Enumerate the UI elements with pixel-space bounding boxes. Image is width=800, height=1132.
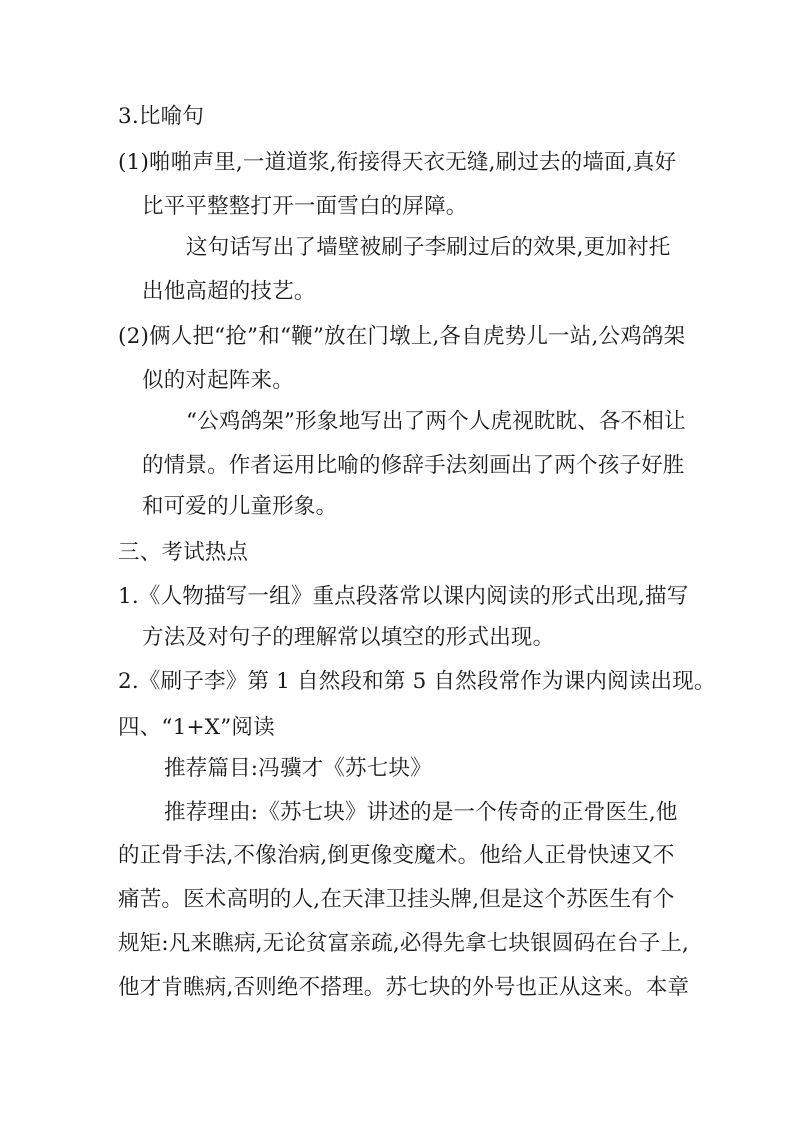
recommend-title: 推荐篇目:冯骥才《苏七块》 <box>164 756 432 781</box>
section-heading-reading: 四、“1+X”阅读 <box>118 715 275 740</box>
section-heading-exam: 三、考试热点 <box>118 540 249 565</box>
metaphor-item-1-line-2: 比平平整整打开一面雪白的屏障。 <box>142 194 468 219</box>
recommend-reason-line-2: 的正骨手法,不像治病,倒更像变魔术。他给人正骨快速又不 <box>118 843 675 868</box>
recommend-reason-line-3: 痛苦。医术高明的人,在天津卫挂头牌,但是这个苏医生有个 <box>118 887 675 912</box>
metaphor-item-2-note-line-3: 和可爱的儿童形象。 <box>142 494 338 519</box>
metaphor-item-1-line-1: (1)啪啪声里,一道道浆,衔接得天衣无缝,刷过去的墙面,真好 <box>118 150 677 175</box>
metaphor-item-2-note-line-2: 的情景。作者运用比喻的修辞手法刻画出了两个孩子好胜 <box>142 453 685 478</box>
recommend-reason-line-1: 推荐理由:《苏七块》讲述的是一个传奇的正骨医生,他 <box>164 800 678 825</box>
section-heading-metaphor: 3.比喻句 <box>118 104 205 129</box>
metaphor-item-2-line-1: (2)俩人把“抢”和“鞭”放在门墩上,各自虎势儿一站,公鸡鸽架 <box>118 324 686 349</box>
exam-point-2: 2.《刷子李》第 1 自然段和第 5 自然段常作为课内阅读出现。 <box>118 669 716 694</box>
recommend-reason-line-4: 规矩:凡来瞧病,无论贫富亲疏,必得先拿七块银圆码在台子上, <box>118 931 690 956</box>
recommend-reason-line-5: 他才肯瞧病,否则绝不搭理。苏七块的外号也正从这来。本章 <box>118 975 690 1000</box>
metaphor-item-1-note-line-1: 这句话写出了墙壁被刷子李刷过后的效果,更加衬托 <box>186 235 671 260</box>
metaphor-item-1-note-line-2: 出他高超的技艺。 <box>142 279 316 304</box>
metaphor-item-2-note-line-1: “公鸡鸽架”形象地写出了两个人虎视眈眈、各不相让 <box>186 409 686 434</box>
exam-point-1-line-1: 1.《人物描写一组》重点段落常以课内阅读的形式出现,描写 <box>118 584 689 609</box>
exam-point-1-line-2: 方法及对句子的理解常以填空的形式出现。 <box>142 625 555 650</box>
metaphor-item-2-line-2: 似的对起阵来。 <box>142 368 294 393</box>
